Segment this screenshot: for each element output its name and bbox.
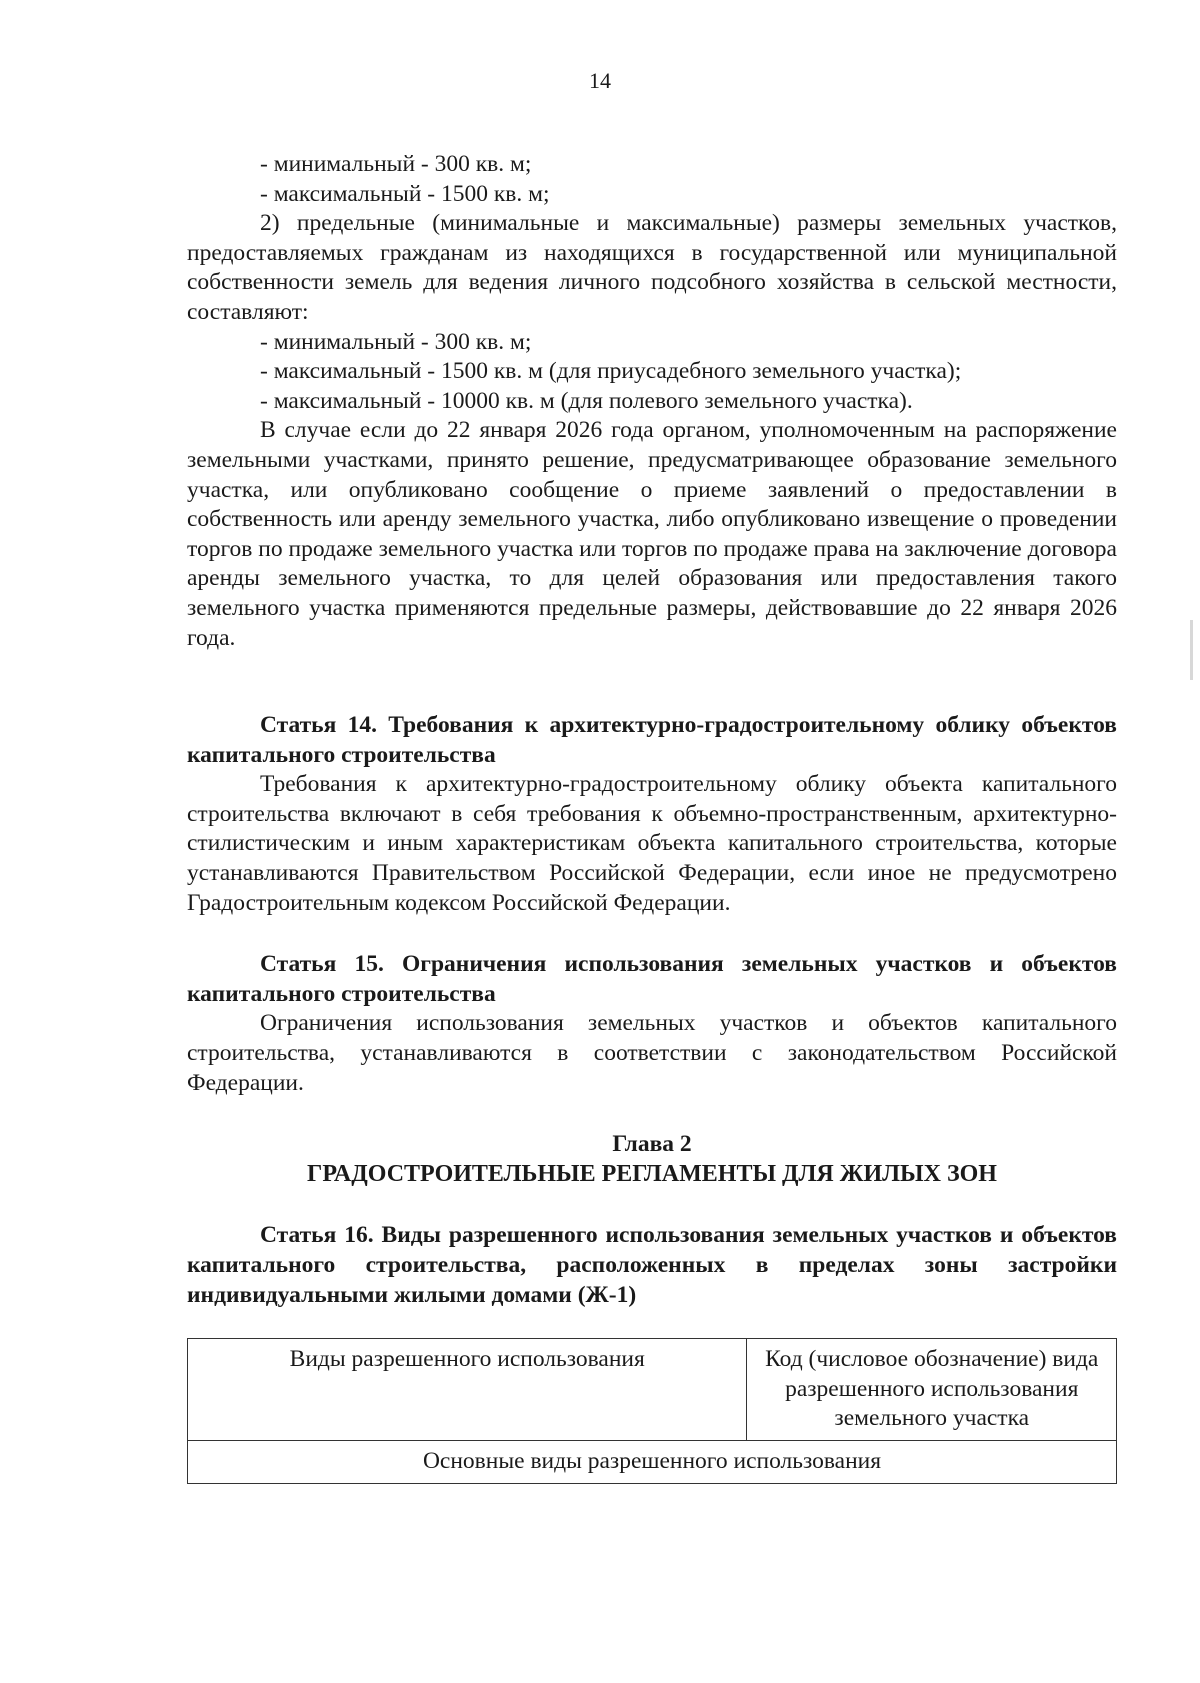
scan-edge-mark — [1190, 620, 1193, 680]
paragraph-item-2: 2) предельные (минимальные и максимальные) размеры земельных участков, предоставляемых гражданам из находящихся в государственной или муниципальной собственности земель для ведения личного подсобного хозяйства в сельской местности, составляют: — [187, 210, 1117, 325]
table-section-row — [188, 1440, 1117, 1483]
list-item-max-size-field: - максимальный - 10000 кв. м (для полевого земельного участка). — [260, 387, 913, 414]
chapter-title: ГРАДОСТРОИТЕЛЬНЫЕ РЕГЛАМЕНТЫ ДЛЯ ЖИЛЫХ ЗОН — [307, 1160, 997, 1187]
page-content — [187, 150, 1117, 1484]
paragraph-transition-rule: В случае если до 22 января 2026 года органом, уполномоченным на распоряжение земельными участками, принято решение, предусматривающее образование земельного участка, или опубликовано сообщение о приеме заявлений о предоставлении в собственность или аренду земельного участка, либо опубликовано извещение о проведении торгов по продаже земельного участка или торгов по продаже права на заключение договора аренды земельного участка, то для целей образования или предоставления такого земельного участка применяются предельные размеры, действовавшие до 22 января 2026 года. — [187, 417, 1117, 651]
table-header-row — [188, 1339, 1117, 1441]
article-14-body: Требования к архитектурно-градостроительному облику объекта капитального строительства включают в себя требования к объемно-пространственным, архитектурно-стилистическим и иным характеристикам объекта капитального строительства, которые устанавливаются Правительством Российской Федерации, если иное не предусмотрено Градостроительным кодексом Российской Федерации. — [187, 771, 1117, 916]
list-item-max-size: - максимальный - 1500 кв. м; — [260, 180, 550, 207]
list-item-min-size-2: - минимальный - 300 кв. м; — [260, 328, 532, 355]
article-15-heading: Статья 15. Ограничения использования земельных участков и объектов капитального строительства — [187, 951, 1117, 1007]
list-item-min-size: - минимальный - 300 кв. м; — [260, 151, 532, 177]
article-14-heading: Статья 14. Требования к архитектурно-градостроительному облику объектов капитального строительства — [187, 712, 1117, 768]
table-section-main-uses: Основные виды разрешенного использования — [188, 1440, 1117, 1483]
table-header-use-types: Виды разрешенного использования — [188, 1339, 747, 1441]
list-item-max-size-homestead: - максимальный - 1500 кв. м (для приусадебного земельного участка); — [260, 358, 962, 385]
article-16-heading: Статья 16. Виды разрешенного использования земельных участков и объектов капитального строительства, расположенных в пределах зоны застройки индивидуальными жилыми домами (Ж-1) — [187, 1222, 1117, 1308]
permitted-use-table — [187, 1338, 1117, 1483]
chapter-number: Глава 2 — [612, 1131, 692, 1158]
article-15-body: Ограничения использования земельных участков и объектов капитального строительства, устанавливаются в соответствии с законодательством Российской Федерации. — [187, 1010, 1117, 1096]
table-header-code: Код (числовое обозначение) вида разрешенного использования земельного участка — [747, 1339, 1117, 1441]
page-number: 14 — [589, 68, 611, 93]
